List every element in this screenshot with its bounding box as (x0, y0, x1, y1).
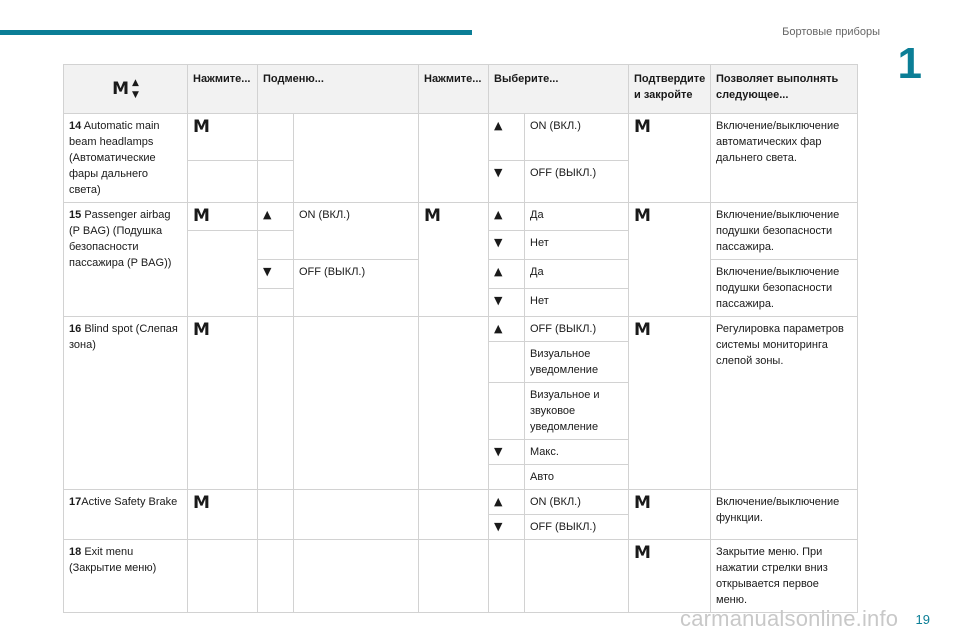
m-button-icon: M (193, 206, 210, 226)
header-select: Выберите... (489, 65, 629, 114)
option-label: ON (ВКЛ.) (525, 490, 629, 515)
option-label: OFF (ВЫКЛ.) (525, 161, 629, 203)
confirm-cell (629, 203, 711, 317)
arrow-up-icon: ▲ (494, 208, 503, 221)
m-button-icon: M (112, 79, 129, 99)
function-cell: 18 Exit menu (Закрытие меню) (64, 540, 188, 613)
option-label: OFF (ВЫКЛ.) (525, 317, 629, 342)
option-label: ON (ВКЛ.) (525, 114, 629, 161)
option-label: Нет (525, 231, 629, 260)
confirm-cell (629, 114, 711, 203)
description: Включение/выключение автоматических фар дальнего света. (711, 114, 858, 203)
m-button-icon: M (634, 543, 651, 563)
description: Регулировка параметров системы мониторинга слепой зоны. (711, 317, 858, 490)
option-label: Нет (525, 288, 629, 317)
arrow-up-icon: ▲ (494, 119, 503, 132)
option-label: Да (525, 203, 629, 231)
press-cell (188, 203, 258, 231)
option-label: OFF (ВЫКЛ.) (525, 515, 629, 540)
description: Включение/выключение подушки безопасности пассажира. (711, 260, 858, 317)
option-label: Визуальное и звуковое уведомление (525, 383, 629, 440)
confirm-cell (629, 317, 711, 490)
header-accent-bar (0, 30, 472, 35)
arrow-down-icon: ▼ (132, 90, 139, 100)
header-icon-cell (64, 65, 188, 114)
header-submenu: Подменю... (258, 65, 419, 114)
confirm-cell (629, 540, 711, 613)
chapter-number: 1 (897, 39, 922, 88)
press-cell (419, 203, 489, 317)
arrow-up-icon: ▲ (494, 322, 503, 335)
option-label: Авто (525, 465, 629, 490)
m-button-icon: M (634, 206, 651, 226)
table-row (64, 203, 858, 231)
m-button-icon: M (193, 117, 210, 137)
table-row (64, 490, 858, 515)
m-button-icon: M (193, 493, 210, 513)
arrow-down-icon: ▼ (494, 236, 503, 249)
arrow-down-icon: ▼ (494, 520, 503, 533)
press-cell (188, 490, 258, 540)
settings-table (63, 64, 858, 613)
table-row (64, 317, 858, 342)
function-cell: 15 Passenger airbag (P BAG) (Подушка безопасности пассажира (P BAG)) (64, 203, 188, 317)
header-allows: Позволяет выполнять следующее... (711, 65, 858, 114)
arrow-down-icon: ▼ (494, 293, 503, 307)
option-label: Да (525, 260, 629, 289)
header-confirm: Подтвердите и закройте (629, 65, 711, 114)
header-press: Нажмите... (188, 65, 258, 114)
function-cell: 14 Automatic main beam headlamps (Автоматические фары дальнего света) (64, 114, 188, 203)
table-row (64, 540, 858, 613)
m-button-icon: M (634, 117, 651, 137)
arrow-up-icon: ▲ (263, 208, 272, 221)
m-button-icon: M (424, 206, 441, 226)
arrow-up-icon: ▲ (132, 78, 139, 88)
function-cell: 17Active Safety Brake (64, 490, 188, 540)
arrow-down-icon: ▼ (263, 265, 272, 278)
description: Включение/выключение подушки безопасности пассажира. (711, 203, 858, 260)
header-press-2: Нажмите... (419, 65, 489, 114)
option-label: Визуальное уведомление (525, 342, 629, 383)
arrow-up-icon: ▲ (494, 265, 503, 278)
arrow-up-icon: ▲ (494, 495, 503, 508)
table-header-row (64, 65, 858, 114)
page-number: 19 (915, 612, 930, 627)
m-button-icon: M (634, 320, 651, 340)
arrow-down-icon: ▼ (494, 166, 503, 180)
description: Закрытие меню. При нажатии стрелки вниз открывается первое меню. (711, 540, 858, 613)
watermark-text: carmanualsonline.info (680, 606, 899, 631)
m-button-icon: M (193, 320, 210, 340)
press-cell (188, 114, 258, 161)
confirm-cell (629, 490, 711, 540)
table-row (64, 114, 858, 161)
option-label: Макс. (525, 440, 629, 465)
m-button-icon: M (634, 493, 651, 513)
press-cell (188, 317, 258, 490)
submenu-label: ON (ВКЛ.) (294, 203, 419, 260)
description: Включение/выключение функции. (711, 490, 858, 540)
arrow-down-icon: ▼ (494, 445, 503, 458)
submenu-label: OFF (ВЫКЛ.) (294, 260, 419, 317)
function-cell: 16 Blind spot (Слепая зона) (64, 317, 188, 490)
section-title: Бортовые приборы (782, 26, 880, 38)
